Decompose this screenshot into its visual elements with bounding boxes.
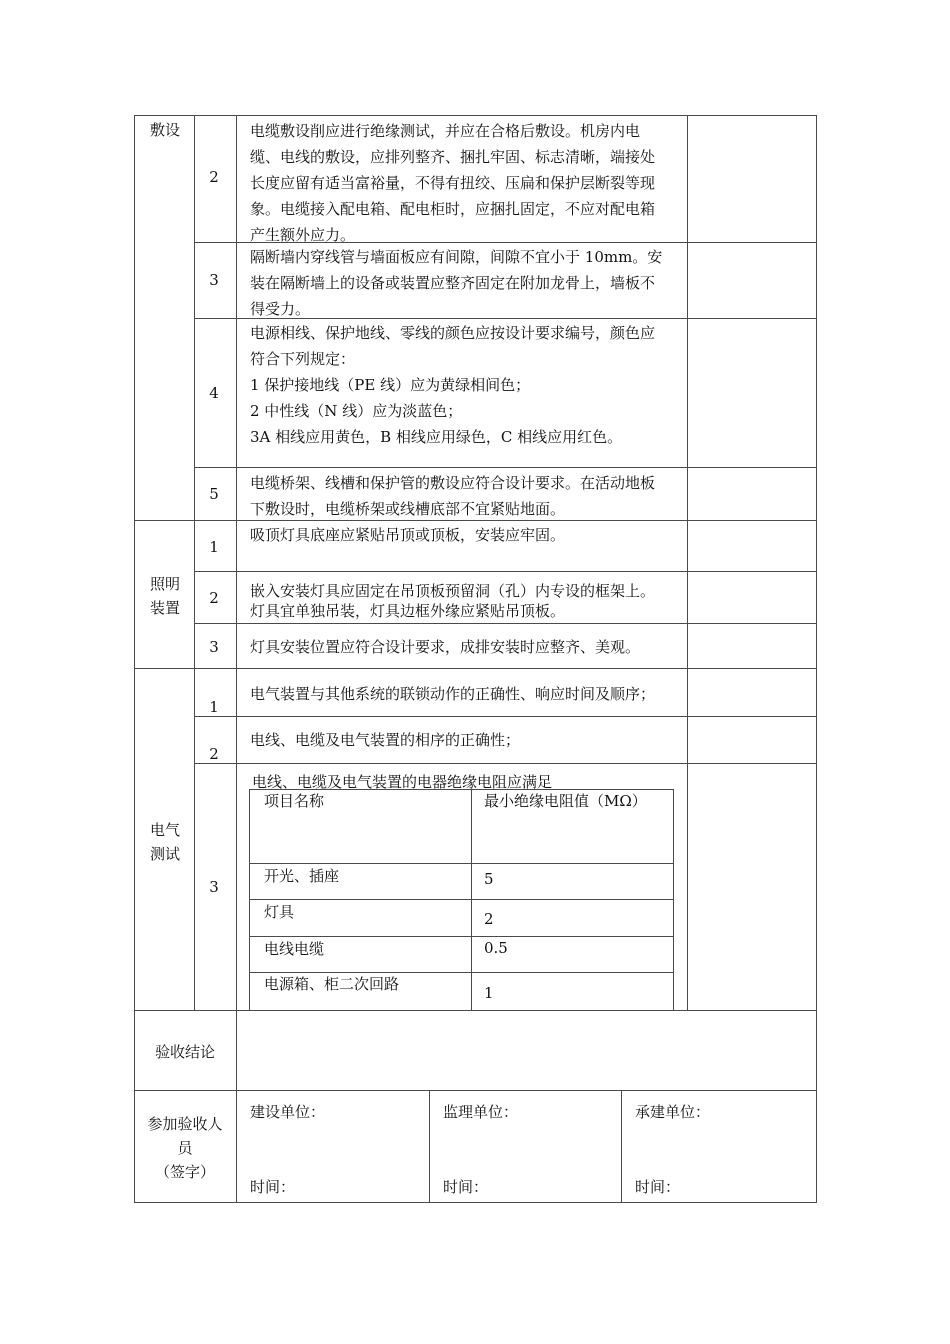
item-number: 1 [209, 538, 219, 556]
inner-table-cell-value: 0.5 [484, 939, 508, 957]
inner-table-cell-name: 灯具 [264, 903, 295, 921]
inner-table-cell-name: 开光、插座 [264, 867, 340, 885]
item-text-laying-5: 电缆桥架、线槽和保护管的敷设应符合设计要求。在活动地板 下敷设时，电缆桥架或线槽底部不宜紧贴地面。 [250, 474, 656, 518]
inner-table-cell-name: 电源箱、柜二次回路 [264, 975, 400, 993]
item-text-lighting-2: 嵌入安装灯具应固定在吊顶板预留洞（孔）内专设的框架上。 灯具宜单独吊装，灯具边框外缘应紧贴吊顶板。 [250, 582, 656, 620]
item-number: 1 [209, 698, 219, 716]
row-divider [194, 623, 817, 624]
inner-table-header-name: 项目名称 [264, 792, 325, 810]
item-number: 3 [209, 878, 219, 896]
row-divider [194, 467, 817, 468]
inner-table-cell-value: 5 [484, 870, 494, 888]
table-border-right [816, 115, 817, 1203]
item-text-test-1: 电气装置与其他系统的联锁动作的正确性、响应时间及顺序； [250, 685, 656, 703]
category-laying: 敷设 [149, 121, 180, 139]
inner-table-cell-name: 电线电缆 [264, 940, 325, 958]
inner-table-header-value: 最小绝缘电阻值（MΩ） [484, 792, 647, 810]
time-label: 时间： [443, 1178, 489, 1196]
divider-category-number [194, 115, 195, 1011]
category-electrical-test: 电气 测试 [149, 821, 180, 863]
supervision-unit-label: 监理单位： [443, 1103, 519, 1121]
row-divider [194, 571, 817, 572]
item-text-laying-4: 电源相线、保护地线、零线的颜色应按设计要求编号，颜色应 符合下列规定： 1 保护接地线（PE 线）应为黄绿相间色； 2 中性线（N 线）应为淡蓝色； 3A 相线应用黄色，B 相线应用绿色，C 相线应用红色。 [250, 324, 656, 446]
section-divider [134, 1010, 817, 1011]
item-number: 3 [209, 271, 219, 289]
item-text-laying-3: 隔断墙内穿线管与墙面板应有间隙，间隙不宜小于 10mm。安 装在隔断墙上的设备或装置应整齐固定在附加龙骨上，墙板不 得受力。 [250, 248, 663, 318]
inner-table-cell-value: 1 [484, 984, 494, 1002]
row-divider [194, 763, 817, 764]
inner-table-row-line [249, 899, 674, 900]
inner-table-row-line [249, 863, 674, 864]
item-text-test-2: 电线、电缆及电气装置的相序的正确性； [250, 731, 521, 749]
conclusion-label: 验收结论 [154, 1043, 215, 1061]
inner-table-row-line [249, 936, 674, 937]
divider-participant-col [429, 1090, 430, 1203]
item-text-test-3: 电线、电缆及电气装置的电器绝缘电阻应满足 [252, 773, 553, 791]
time-label: 时间： [635, 1178, 681, 1196]
item-number: 2 [209, 589, 219, 607]
item-number: 4 [209, 384, 219, 402]
item-text-lighting-1: 吸顶灯具底座应紧贴吊顶或顶板，安装应牢固。 [250, 526, 566, 544]
divider-content-result [687, 115, 688, 1011]
item-number: 2 [209, 168, 219, 186]
item-number: 2 [209, 745, 219, 763]
inner-table-left [249, 789, 250, 1011]
item-text-laying-2: 电缆敷设削应进行绝缘测试，并应在合格后敷设。机房内电 缆、电线的敷设，应排列整齐、捆扎牢固、标志清晰，端接处 长度应留有适当富裕量，不得有扭绞、压扁和保护层断裂等现 象。电缆接入配电箱、配电柜时，应捆扎固定，不应对配电箱 产生额外应力。 [250, 122, 656, 244]
row-divider [194, 716, 817, 717]
item-number: 3 [209, 638, 219, 656]
table-border-left [134, 115, 135, 1203]
construction-unit-label: 建设单位： [250, 1103, 326, 1121]
participants-label: 参加验收人 员 （签字） [147, 1115, 223, 1181]
section-divider [134, 668, 817, 669]
category-lighting: 照明 装置 [149, 575, 180, 617]
divider-participant-col [621, 1090, 622, 1203]
inner-table-mid [471, 789, 472, 1011]
inner-table-right [673, 789, 674, 1011]
item-number: 5 [209, 485, 219, 503]
divider-number-content [236, 115, 237, 1203]
contractor-unit-label: 承建单位： [635, 1103, 711, 1121]
section-divider [134, 1090, 817, 1091]
inner-table-cell-value: 2 [484, 910, 494, 928]
inner-table-row-line [249, 972, 674, 973]
item-text-lighting-3: 灯具安装位置应符合设计要求，成排安装时应整齐、美观。 [250, 638, 641, 656]
time-label: 时间： [250, 1178, 296, 1196]
